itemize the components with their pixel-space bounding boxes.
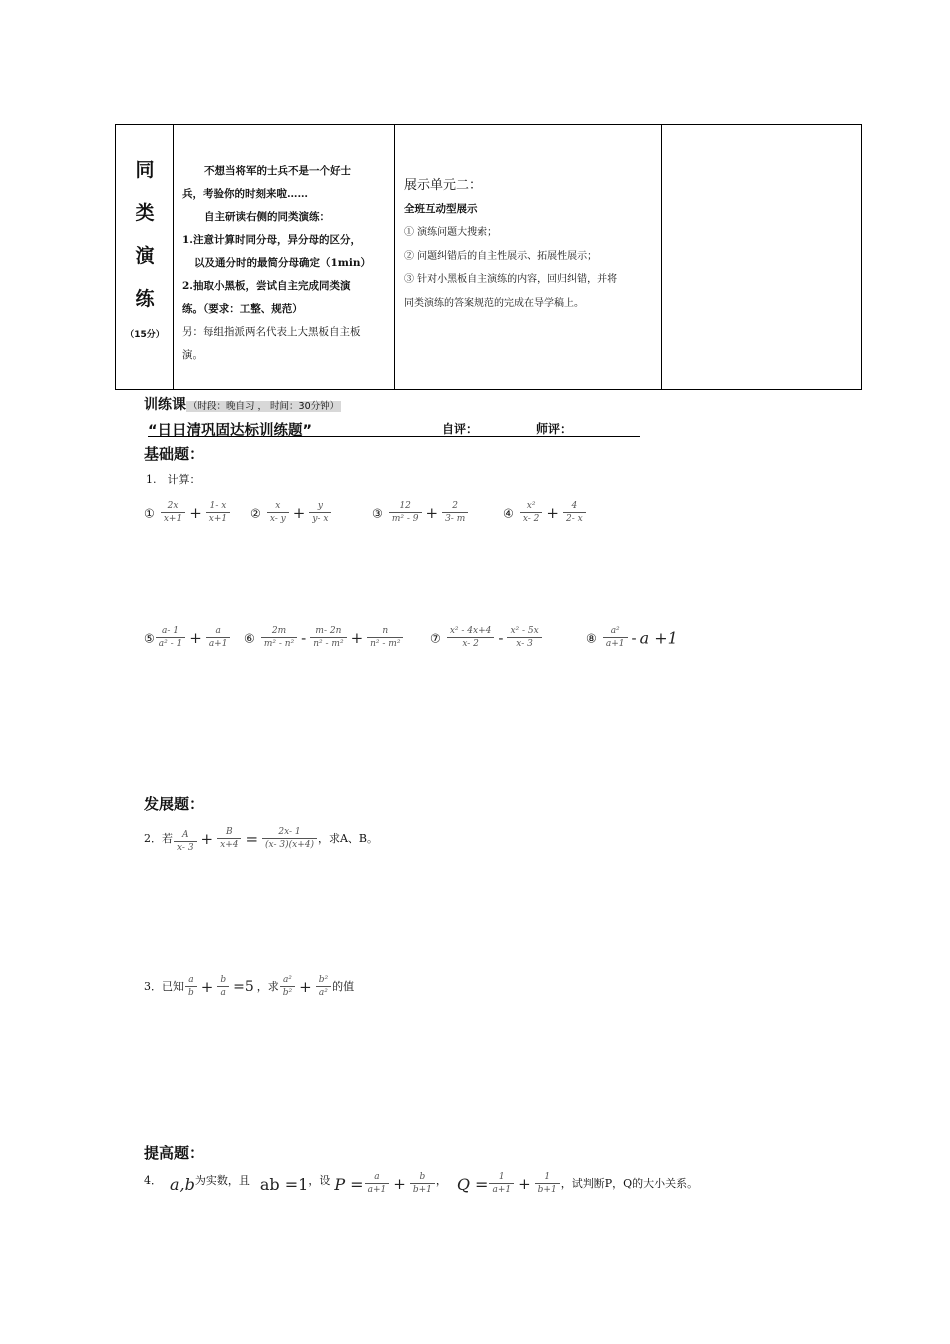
fraction: $\frac{1}{a+1}$ — [489, 1172, 514, 1196]
plan-table — [115, 124, 862, 390]
operator: =5 — [233, 979, 254, 995]
fraction: $\frac{A}{x- 3}$ — [174, 830, 197, 854]
operator: + — [393, 1175, 406, 1193]
training-title-row — [148, 419, 640, 437]
math-term: ab =1 — [259, 1174, 309, 1194]
question-1: 1. 计算： — [146, 473, 201, 486]
display-item: ① 演练问题大搜索； — [404, 227, 498, 238]
question-text: 3．已知 — [144, 980, 184, 993]
instruction-line: 演。 — [182, 349, 203, 361]
advanced-heading: 提高题： — [144, 1144, 205, 1162]
question-3 — [144, 975, 354, 999]
instruction-line: 另：每组指派两名代表上大黑板自主板 — [182, 326, 361, 338]
math-term: a +1 — [639, 628, 678, 648]
fraction: $\frac{n}{\text{n² - m²}}$ — [367, 626, 403, 650]
fraction: $\frac{x}{x- y}$ — [267, 501, 289, 525]
instruction-line: 自主研读右侧的同类演练： — [204, 211, 330, 223]
section-label-cell — [116, 125, 174, 389]
section-char: 同 — [135, 159, 155, 181]
expression-3 — [372, 501, 469, 525]
self-eval-label: 自评： — [442, 422, 479, 436]
fraction: $\frac{a}{b}$ — [185, 975, 197, 999]
question-number: 4． — [144, 1174, 162, 1187]
instruction-line: 练。（要求：工整、规范） — [182, 303, 303, 315]
operator: + — [189, 504, 202, 522]
display-heading: 展示单元二： — [404, 178, 483, 193]
empty-cell — [662, 125, 863, 389]
fraction: $\frac{2x- 1}{(x- 3)(x+4)}$ — [262, 827, 317, 851]
operator: - — [498, 629, 504, 647]
fraction: $\frac{2m}{\text{m² - n²}}$ — [261, 626, 297, 650]
marker: ⑦ — [430, 631, 441, 646]
develop-heading: 发展题： — [144, 795, 205, 813]
fraction: $\frac{a}{a+1}$ — [206, 626, 231, 650]
expression-1 — [144, 501, 231, 525]
training-label: 训练课 — [144, 397, 186, 413]
operator: + — [292, 504, 306, 522]
math-term: a,b — [170, 1174, 195, 1194]
section-char: 类 — [135, 202, 155, 224]
operator: + — [189, 629, 202, 647]
training-title: “日日清巩固达标训练题” — [148, 423, 313, 439]
marker: ⑥ — [244, 631, 255, 646]
expression-4 — [503, 501, 587, 525]
question-text: 为实数，且 — [194, 1174, 250, 1187]
operator: + — [546, 504, 559, 522]
operator: - — [301, 629, 307, 647]
display-item: ③ 针对小黑板自主演练的内容，回归纠错，并将 — [404, 274, 618, 285]
instructions-text — [182, 160, 386, 367]
question-4 — [144, 1172, 698, 1196]
fraction: $\frac{y}{y- x}$ — [309, 501, 331, 525]
marker: ② — [250, 506, 261, 521]
operator: + — [350, 629, 364, 647]
operator: + — [518, 1175, 531, 1193]
section-char: 演 — [135, 245, 155, 267]
training-header — [144, 394, 341, 414]
instruction-line: 1.注意计算时同分母，异分母的区分， — [182, 234, 361, 246]
question-text: ，试判断P，Q的大小关系。 — [560, 1177, 699, 1190]
operator: + — [425, 504, 439, 522]
question-text: 2．若 — [144, 832, 173, 845]
fraction: $\frac{b}{b+1}$ — [410, 1172, 435, 1196]
fraction: $\frac{b}{a}$ — [217, 975, 229, 999]
basic-heading: 基础题： — [144, 445, 205, 463]
question-text: ，求A、B。 — [317, 832, 379, 845]
fraction: $\frac{2}{3- m}$ — [442, 501, 468, 525]
instructions-cell — [174, 125, 395, 389]
expression-7 — [430, 626, 543, 650]
fraction: $\frac{\text{x² - 4x+4}}{x- 2}$ — [447, 626, 495, 650]
marker: ⑧ — [586, 631, 597, 646]
marker: ③ — [372, 506, 383, 521]
expression-6 — [244, 626, 404, 650]
question-text: ， — [435, 1174, 447, 1187]
display-text — [404, 174, 655, 315]
question-text: ，求 — [256, 980, 279, 993]
fraction: $\frac{B}{x+4}$ — [217, 827, 241, 851]
fraction: $\frac{1}{b+1}$ — [535, 1172, 560, 1196]
fraction: $\frac{4}{2- x}$ — [563, 501, 586, 525]
expression-8 — [586, 626, 678, 650]
section-minutes: （15分） — [125, 330, 165, 340]
display-item: 同类演练的答案规范的完成在导学稿上。 — [404, 297, 584, 309]
operator: + — [200, 978, 214, 996]
fraction: $\frac{a- 1}{\text{a² - 1}}$ — [156, 626, 185, 650]
math-term: Q = — [456, 1174, 489, 1194]
fraction: $\frac{a}{a+1}$ — [365, 1172, 390, 1196]
section-char: 练 — [135, 288, 155, 310]
instruction-line: 2.抽取小黑板，尝试自主完成同类演 — [182, 280, 351, 292]
marker: ① — [144, 506, 155, 521]
fraction: $\frac{1- x}{x+1}$ — [206, 501, 230, 525]
fraction: $\frac{\text{a²}}{\text{b²}}$ — [280, 975, 295, 999]
expression-2 — [250, 501, 332, 525]
fraction: $\frac{\text{x² - 5x}}{x- 3}$ — [507, 626, 541, 650]
instruction-line: 以及通分时的最简分母确定（1min） — [194, 257, 372, 269]
instruction-line: 兵，考验你的时刻来啦…… — [182, 188, 308, 200]
marker: ④ — [503, 506, 514, 521]
training-note: （时段：晚自习 ， 时间：30分钟） — [188, 401, 340, 412]
expression-5 — [144, 626, 231, 650]
operator: + — [299, 978, 312, 996]
question-text: ，设 — [308, 1174, 331, 1187]
display-subheading: 全班互动型展示 — [404, 202, 478, 215]
question-2 — [144, 824, 378, 854]
question-text: 的值 — [332, 980, 355, 993]
instruction-line: 不想当将军的士兵不是一个好士 — [204, 165, 351, 177]
marker: ⑤ — [144, 631, 155, 646]
fraction: $\frac{2x}{x+1}$ — [161, 501, 185, 525]
operator: + — [200, 830, 214, 848]
fraction: $\frac{m- 2n}{\text{n² - m²}}$ — [310, 626, 346, 650]
fraction: $\frac{\text{a²}}{a+1}$ — [603, 626, 628, 650]
teacher-eval-label: 师评： — [536, 422, 573, 436]
math-term: P = — [334, 1174, 364, 1194]
operator: - — [631, 629, 637, 647]
operator: = — [245, 830, 259, 848]
display-cell — [395, 125, 662, 389]
fraction: $\frac{\text{x²}}{x- 2}$ — [520, 501, 543, 525]
display-item: ② 问题纠错后的自主性展示、拓展性展示； — [404, 250, 598, 262]
fraction: $\frac{\text{b²}}{\text{a²}}$ — [316, 975, 331, 999]
fraction: $\frac{12}{\text{m² - 9}}$ — [389, 501, 422, 525]
